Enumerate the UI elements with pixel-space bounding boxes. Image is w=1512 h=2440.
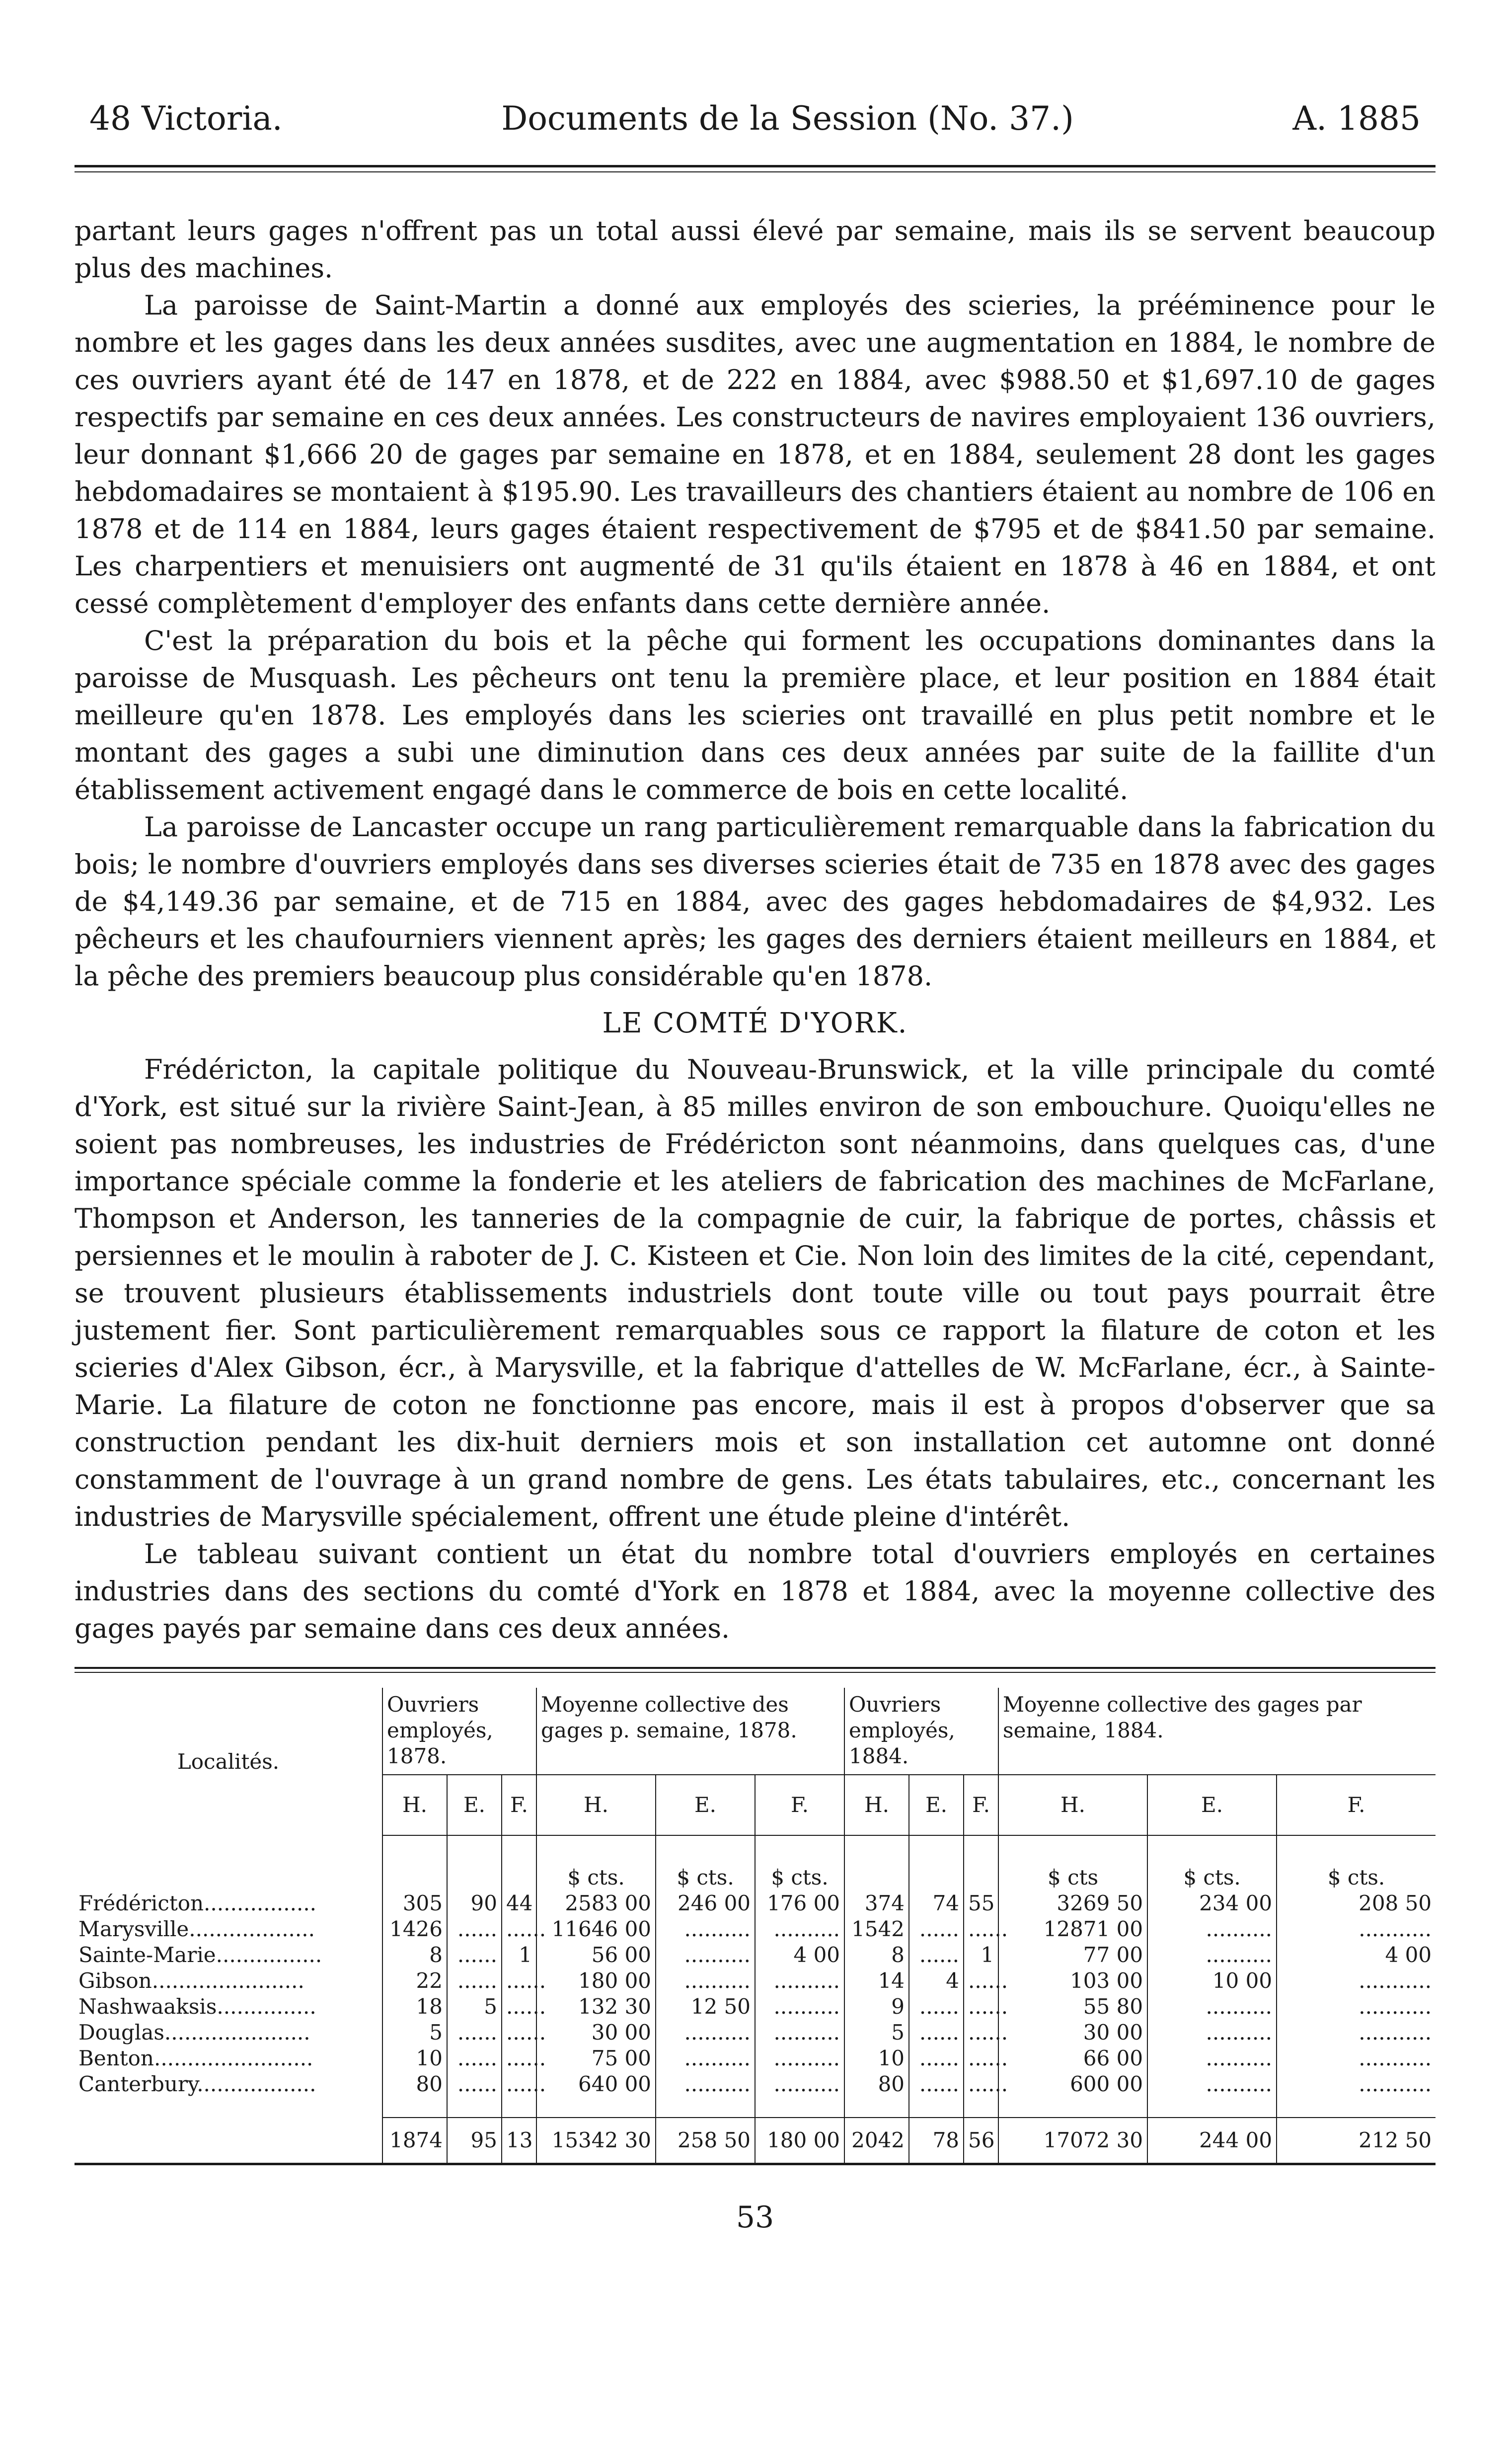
value-cell: .......... <box>1147 2046 1277 2071</box>
table-body <box>75 1890 1436 2097</box>
table-top-rule <box>75 1672 1436 1673</box>
value-cell: .......... <box>656 2020 755 2046</box>
value-cell: 5 <box>844 2020 909 2046</box>
value-cell: 12 50 <box>656 1994 755 2020</box>
header-right: A. 1885 <box>1292 99 1421 138</box>
value-cell: 75 00 <box>536 2046 656 2071</box>
value-cell: 5 <box>447 1994 502 2020</box>
paragraph: La paroisse de Saint-Martin a donné aux employés des scieries, la prééminence pour le nombre et les gages dans les deux années susdites, avec une augmentation en 1884, le nombre de ces ouvriers ayant été de 147 en 1878, et de 222 en 1884, avec $988.50 et $1,697.10 de gages respectifs par semaine en ces deux années. Les constructeurs de navires employaient 136 ouvriers, leur donnant $1,666 20 de gages par semaine en 1878, et en 1884, seulement 28 dont les gages hebdomadaires se montaient à $195.90. Les travailleurs des chantiers étaient au nombre de 106 en 1878 et de 114 en 1884, leurs gages étaient respectivement de $795 et de $841.50 par semaine. Les charpentiers et menuisiers ont augmenté de 31 qu'ils étaient en 1878 à 46 en 1884, et ont cessé complètement d'employer des enfants dans cette dernière année. <box>75 290 1436 619</box>
value-cell: ...... <box>447 1968 502 1994</box>
value-cell: 4 <box>909 1968 964 1994</box>
group-header: Moyenne collective des gages p. semaine, 1878. <box>536 1688 844 1775</box>
value-cell: .......... <box>755 2046 844 2071</box>
value-cell: ...... <box>447 1916 502 1942</box>
value-cell: 10 00 <box>1147 1968 1277 1994</box>
value-cell: ...... <box>909 1994 964 2020</box>
value-cell: .......... <box>1147 1942 1277 1968</box>
header-center: Documents de la Session (No. 37.) <box>501 99 1074 138</box>
value-cell: ...... <box>447 2020 502 2046</box>
value-cell: .......... <box>656 1968 755 1994</box>
total-cell: 17072 30 <box>998 2118 1147 2163</box>
value-cell: 600 00 <box>998 2071 1147 2097</box>
unit-cell: $ cts. <box>755 1835 844 1890</box>
locality-cell: Marysville................... <box>78 1917 315 1941</box>
value-cell: ........... <box>1277 1968 1436 1994</box>
value-cell: .......... <box>656 2046 755 2071</box>
total-cell: 244 00 <box>1147 2118 1277 2163</box>
value-cell: 18 <box>382 1994 447 2020</box>
unit-cell <box>909 1835 964 1890</box>
value-cell: .......... <box>1147 1916 1277 1942</box>
sub-header: H. <box>998 1775 1147 1835</box>
value-cell: .......... <box>755 2020 844 2046</box>
paragraph: Le tableau suivant contient un état du nombre total d'ouvriers employés en certaines industries dans des sections du comté d'York en 1878 et 1884, avec la moyenne collective des gages payés par semaine dans ces deux années. <box>75 1538 1436 1644</box>
sub-header: E. <box>656 1775 755 1835</box>
locality-cell: Douglas...................... <box>78 2020 310 2045</box>
value-cell: ........... <box>1277 2046 1436 2071</box>
group-header: Ouvriers employés, 1884. <box>844 1688 998 1775</box>
total-cell: 212 50 <box>1277 2118 1436 2163</box>
sub-header: H. <box>536 1775 656 1835</box>
value-cell: ...... <box>964 1916 998 1942</box>
sub-header: F. <box>755 1775 844 1835</box>
value-cell: ...... <box>502 1916 536 1942</box>
sub-header: F. <box>964 1775 998 1835</box>
value-cell: ...... <box>447 2071 502 2097</box>
value-cell: ...... <box>447 2046 502 2071</box>
value-cell: .......... <box>755 1994 844 2020</box>
unit-cell: $ cts. <box>656 1835 755 1890</box>
value-cell: ...... <box>909 2071 964 2097</box>
value-cell: 80 <box>382 2071 447 2097</box>
value-cell: 80 <box>844 2071 909 2097</box>
value-cell: 640 00 <box>536 2071 656 2097</box>
value-cell: 132 30 <box>536 1994 656 2020</box>
value-cell: 180 00 <box>536 1968 656 1994</box>
value-cell: ...... <box>447 1942 502 1968</box>
localites-header: Localités. <box>177 1749 280 1774</box>
value-cell: ...... <box>502 2071 536 2097</box>
totals-row <box>75 2118 1436 2163</box>
value-cell: 3269 50 <box>998 1890 1147 1916</box>
value-cell: 8 <box>382 1942 447 1968</box>
value-cell: 103 00 <box>998 1968 1147 1994</box>
table-row <box>75 1968 1436 1994</box>
value-cell: .......... <box>656 1942 755 1968</box>
paragraph: partant leurs gages n'offrent pas un total aussi élevé par semaine, mais ils se servent beaucoup plus des machines. <box>75 215 1436 284</box>
sub-header: E. <box>1147 1775 1277 1835</box>
total-cell: 15342 30 <box>536 2118 656 2163</box>
group-header: Ouvriers employés, 1878. <box>382 1688 536 1775</box>
locality-cell: Gibson....................... <box>78 1968 304 1993</box>
total-cell: 258 50 <box>656 2118 755 2163</box>
value-cell: ........... <box>1277 2020 1436 2046</box>
value-cell: ...... <box>502 2020 536 2046</box>
value-cell: .......... <box>755 1916 844 1942</box>
table-bottom-rule <box>75 2163 1436 2165</box>
value-cell: 12871 00 <box>998 1916 1147 1942</box>
value-cell: 246 00 <box>656 1890 755 1916</box>
value-cell: ...... <box>964 2071 998 2097</box>
value-cell: 1426 <box>382 1916 447 1942</box>
paragraph: Frédéricton, la capitale politique du Nouveau-Brunswick, et la ville principale du comté d'York, est situé sur la rivière Saint-Jean, à 85 milles environ de son embouchure. Quoiqu'elles ne soient pas nombreuses, les industries de Frédéricton sont néanmoins, dans quelques cas, d'une importance spéciale comme la fonderie et les ateliers de fabrication des machines de McFarlane, Thompson et Anderson, les tanneries de la compagnie de cuir, la fabrique de portes, châssis et persiennes et le moulin à raboter de J. C. Kisteen et Cie. Non loin des limites de la cité, cependant, se trouvent plusieurs établissements industriels dont toute ville ou tout pays pourrait être justement fier. Sont particulièrement remarquables sous ce rapport la filature de coton et les scieries d'Alex Gibson, écr., à Marysville, et la fabrique d'attelles de W. McFarlane, écr., à Sainte-Marie. La filature de coton ne fonctionne pas encore, mais il est à propos d'observer que sa construction pendant les dix-huit derniers mois et son installation cet automne ont donné constamment de l'ouvrage à un grand nombre de gens. Les états tabulaires, etc., concernant les industries de Marysville spécialement, offrent une étude pleine d'intérêt. <box>75 1054 1436 1532</box>
value-cell: .......... <box>1147 2020 1277 2046</box>
value-cell: 55 80 <box>998 1994 1147 2020</box>
value-cell: .......... <box>656 1916 755 1942</box>
value-cell: .......... <box>755 2071 844 2097</box>
header-rule <box>75 165 1436 172</box>
table-row <box>75 1942 1436 1968</box>
sub-header: E. <box>447 1775 502 1835</box>
sub-header: F. <box>1277 1775 1436 1835</box>
section-title: LE COMTÉ D'YORK. <box>602 1007 908 1039</box>
value-cell: 4 00 <box>1277 1942 1436 1968</box>
value-cell: ...... <box>964 1994 998 2020</box>
unit-cell <box>447 1835 502 1890</box>
value-cell: 4 00 <box>755 1942 844 1968</box>
totals-label-cell <box>75 2118 382 2163</box>
value-cell: 5 <box>382 2020 447 2046</box>
table-row <box>75 2071 1436 2097</box>
sub-header: H. <box>844 1775 909 1835</box>
value-cell: ...... <box>909 1942 964 1968</box>
unit-cell <box>502 1835 536 1890</box>
value-cell: .......... <box>1147 1994 1277 2020</box>
units-row <box>75 1835 1436 1890</box>
value-cell: 77 00 <box>998 1942 1147 1968</box>
paragraph: La paroisse de Lancaster occupe un rang particulièrement remarquable dans la fabrication du bois; le nombre d'ouvriers employés dans ses diverses scieries était de 735 en 1878 avec des gages de $4,149.36 par semaine, et de 715 en 1884, avec des gages hebdomadaires de $4,932. Les pêcheurs et les chaufourniers viennent après; les gages des derniers étaient meilleurs en 1884, et la pêche des premiers beaucoup plus considérable qu'en 1878. <box>75 811 1436 992</box>
value-cell: .......... <box>1147 2071 1277 2097</box>
sub-header: F. <box>502 1775 536 1835</box>
value-cell: ...... <box>502 2046 536 2071</box>
header-left: 48 Victoria. <box>89 99 283 138</box>
value-cell: 30 00 <box>998 2020 1147 2046</box>
value-cell: .......... <box>755 1968 844 1994</box>
total-cell: 95 <box>447 2118 502 2163</box>
value-cell: ...... <box>964 2046 998 2071</box>
total-separator <box>75 2097 1436 2118</box>
total-cell: 2042 <box>844 2118 909 2163</box>
value-cell: ........... <box>1277 1916 1436 1942</box>
unit-cell: $ cts. <box>1277 1835 1436 1890</box>
paragraph: C'est la préparation du bois et la pêche qui forment les occupations dominantes dans la paroisse de Musquash. Les pêcheurs ont tenu la première place, et leur position en 1884 était meilleure qu'en 1878. Les employés dans les scieries ont travaillé en plus petit nombre et le montant des gages a subi une diminution dans ces deux années par suite de la faillite d'un établissement activement engagé dans le commerce de bois en cette localité. <box>75 625 1436 805</box>
value-cell: 8 <box>844 1942 909 1968</box>
value-cell: 11646 00 <box>536 1916 656 1942</box>
value-cell: ...... <box>502 1968 536 1994</box>
value-cell: ...... <box>964 1968 998 1994</box>
unit-cell <box>964 1835 998 1890</box>
unit-cell <box>844 1835 909 1890</box>
sub-header: E. <box>909 1775 964 1835</box>
group-header: Moyenne collective des gages par semaine, 1884. <box>998 1688 1436 1775</box>
unit-cell: $ cts. <box>1147 1835 1277 1890</box>
value-cell: ........... <box>1277 2071 1436 2097</box>
value-cell: 1 <box>502 1942 536 1968</box>
value-cell: ...... <box>909 2046 964 2071</box>
value-cell: .......... <box>656 2071 755 2097</box>
sub-header: H. <box>382 1775 447 1835</box>
total-cell: 13 <box>502 2118 536 2163</box>
value-cell: 10 <box>844 2046 909 2071</box>
value-cell: 14 <box>844 1968 909 1994</box>
value-cell: 374 <box>844 1890 909 1916</box>
value-cell: 22 <box>382 1968 447 1994</box>
locality-cell: Sainte-Marie................ <box>78 1943 322 1967</box>
value-cell: 1542 <box>844 1916 909 1942</box>
table-row <box>75 2020 1436 2046</box>
value-cell: 90 <box>447 1890 502 1916</box>
table-row <box>75 2046 1436 2071</box>
table-row <box>75 1890 1436 1916</box>
value-cell: ...... <box>909 1916 964 1942</box>
value-cell: 305 <box>382 1890 447 1916</box>
locality-cell: Canterbury.................. <box>78 2072 316 2096</box>
value-cell: ...... <box>502 1994 536 2020</box>
value-cell: 176 00 <box>755 1890 844 1916</box>
locality-cell: Frédéricton................. <box>78 1891 317 1915</box>
page-number: 53 <box>736 2200 774 2235</box>
running-header <box>75 99 1436 154</box>
value-cell: 30 00 <box>536 2020 656 2046</box>
value-cell: 55 <box>964 1890 998 1916</box>
locality-cell: Nashwaaksis............... <box>78 1994 316 2019</box>
table-row <box>75 1994 1436 2020</box>
value-cell: 66 00 <box>998 2046 1147 2071</box>
value-cell: 74 <box>909 1890 964 1916</box>
unit-cell: $ cts <box>998 1835 1147 1890</box>
value-cell: 2583 00 <box>536 1890 656 1916</box>
document-page <box>75 99 1436 2235</box>
value-cell: ...... <box>909 2020 964 2046</box>
locality-cell: Benton........................ <box>78 2046 313 2070</box>
value-cell: 234 00 <box>1147 1890 1277 1916</box>
body-text <box>75 212 1436 1647</box>
value-cell: 9 <box>844 1994 909 2020</box>
unit-cell <box>382 1835 447 1890</box>
wages-table <box>75 1688 1436 2163</box>
table-row <box>75 1916 1436 1942</box>
value-cell: 10 <box>382 2046 447 2071</box>
value-cell: 44 <box>502 1890 536 1916</box>
value-cell: 208 50 <box>1277 1890 1436 1916</box>
total-cell: 78 <box>909 2118 964 2163</box>
unit-cell: $ cts. <box>536 1835 656 1890</box>
value-cell: ........... <box>1277 1994 1436 2020</box>
value-cell: 56 00 <box>536 1942 656 1968</box>
value-cell: ...... <box>964 2020 998 2046</box>
total-cell: 1874 <box>382 2118 447 2163</box>
total-cell: 56 <box>964 2118 998 2163</box>
wages-table-block <box>75 1667 1436 2165</box>
value-cell: 1 <box>964 1942 998 1968</box>
total-cell: 180 00 <box>755 2118 844 2163</box>
